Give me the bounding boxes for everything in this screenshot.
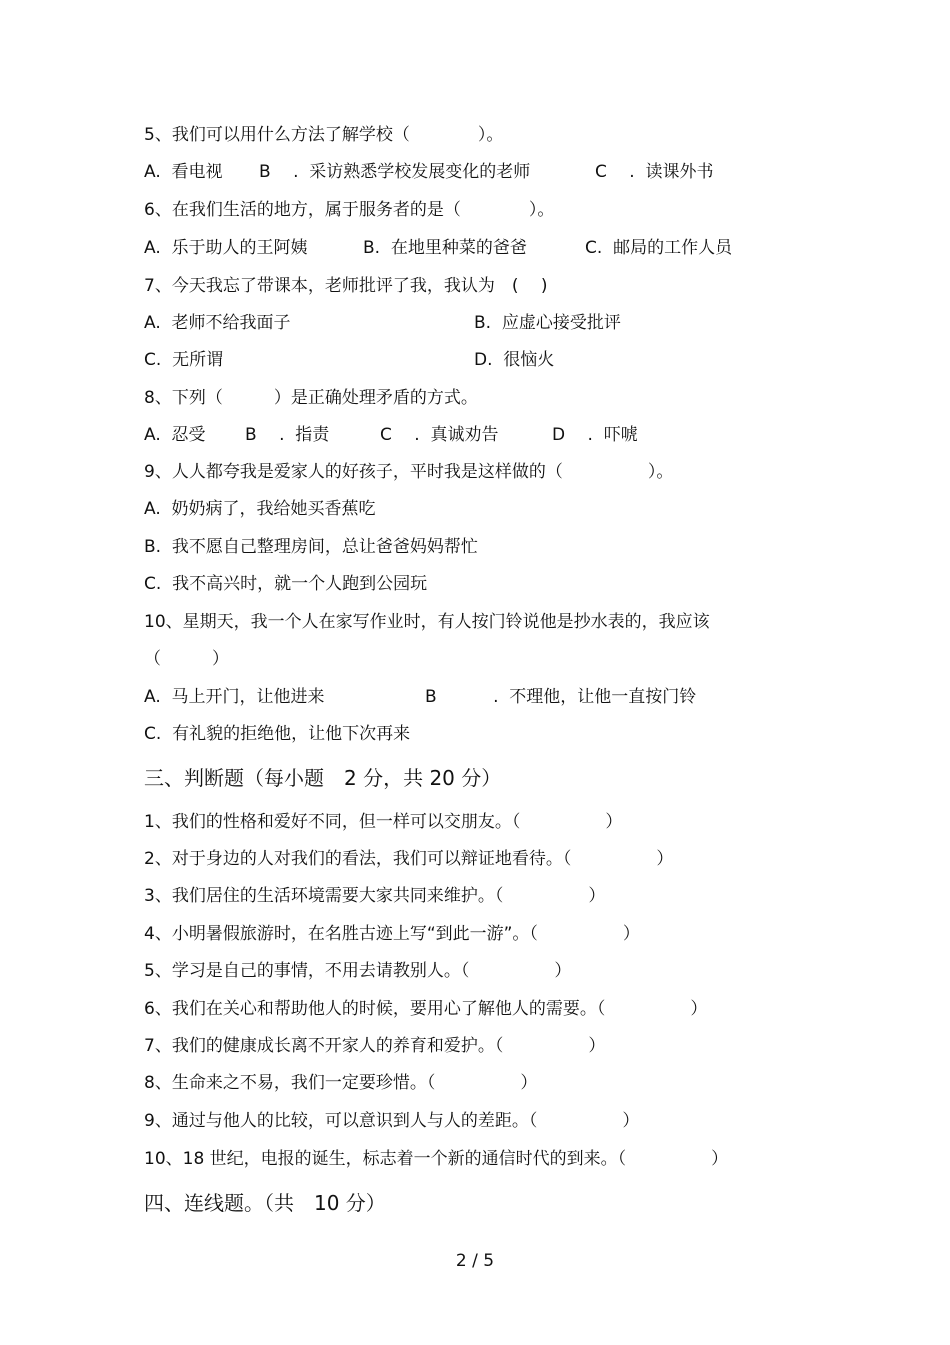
- question-9-option-b: B. 我不愿自己整理房间，总让爸爸妈妈帮忙: [144, 537, 478, 557]
- question-7-option-c: C. 无所谓: [144, 350, 224, 370]
- question-8-option-c: C . 真诚劝告: [380, 425, 499, 445]
- question-5-option-a: A. 看电视: [144, 162, 223, 182]
- question-6-option-b: B. 在地里种菜的爸爸: [363, 238, 527, 258]
- judge-item: 5、学习是自己的事情，不用去请教别人。（ ）: [144, 961, 572, 981]
- judge-item: 6、我们在关心和帮助他人的时候，要用心了解他人的需要。（ ）: [144, 999, 708, 1019]
- judge-item: 8、生命来之不易，我们一定要珍惜。（ ）: [144, 1073, 538, 1093]
- question-9-stem: 9、人人都夸我是爱家人的好孩子，平时我是这样做的（ ）。: [144, 462, 674, 482]
- question-5-option-c: C . 读课外书: [595, 162, 714, 182]
- question-8-option-b: B . 指责: [245, 425, 330, 445]
- judge-item: 3、我们居住的生活环境需要大家共同来维护。（ ）: [144, 886, 606, 906]
- question-7-option-d: D. 很恼火: [474, 350, 555, 370]
- judge-item: 1、我们的性格和爱好不同，但一样可以交朋友。（ ）: [144, 812, 623, 832]
- question-10-option-b: B . 不理他，让他一直按门铃: [425, 687, 697, 707]
- judge-item: 9、通过与他人的比较，可以意识到人与人的差距。（ ）: [144, 1111, 640, 1131]
- question-7-option-b: B. 应虚心接受批评: [474, 313, 621, 333]
- question-10-option-a: A. 马上开门，让他进来: [144, 687, 325, 707]
- question-7-option-a: A. 老师不给我面子: [144, 313, 291, 333]
- question-10-blank: （ ）: [144, 649, 229, 669]
- question-7-stem: 7、今天我忘了带课本，老师批评了我，我认为 ( ): [144, 276, 548, 296]
- question-6-option-c: C. 邮局的工作人员: [585, 238, 733, 258]
- question-10-option-c: C. 有礼貌的拒绝他，让他下次再来: [144, 724, 411, 744]
- question-8-stem: 8、下列（ ）是正确处理矛盾的方式。: [144, 388, 478, 408]
- question-9-option-a: A. 奶奶病了，我给她买香蕉吃: [144, 499, 376, 519]
- question-10-stem: 10、星期天，我一个人在家写作业时，有人按门铃说他是抄水表的，我应该: [144, 612, 710, 632]
- question-5-stem: 5、我们可以用什么方法了解学校（ ）。: [144, 125, 504, 145]
- judge-item: 7、我们的健康成长离不开家人的养育和爱护。（ ）: [144, 1036, 606, 1056]
- question-8-option-d: D . 吓唬: [552, 425, 638, 445]
- section-4-heading: 四、连线题。（共 10 分）: [144, 1191, 386, 1215]
- judge-item: 10、18 世纪，电报的诞生，标志着一个新的通信时代的到来。（ ）: [144, 1149, 729, 1169]
- judge-item: 2、对于身边的人对我们的看法，我们可以辩证地看待。（ ）: [144, 849, 674, 869]
- section-3-heading: 三、判断题（每小题 2 分，共 20 分）: [144, 766, 502, 790]
- question-9-option-c: C. 我不高兴时，就一个人跑到公园玩: [144, 574, 428, 594]
- question-6-stem: 6、在我们生活的地方，属于服务者的是（ ）。: [144, 200, 555, 220]
- page-number: 2 / 5: [455, 1251, 495, 1271]
- question-5-option-b: B . 采访熟悉学校发展变化的老师: [259, 162, 531, 182]
- question-6-option-a: A. 乐于助人的王阿姨: [144, 238, 308, 258]
- question-8-option-a: A. 忍受: [144, 425, 206, 445]
- judge-item: 4、小明暑假旅游时，在名胜古迹上写“到此一游”。（ ）: [144, 924, 640, 944]
